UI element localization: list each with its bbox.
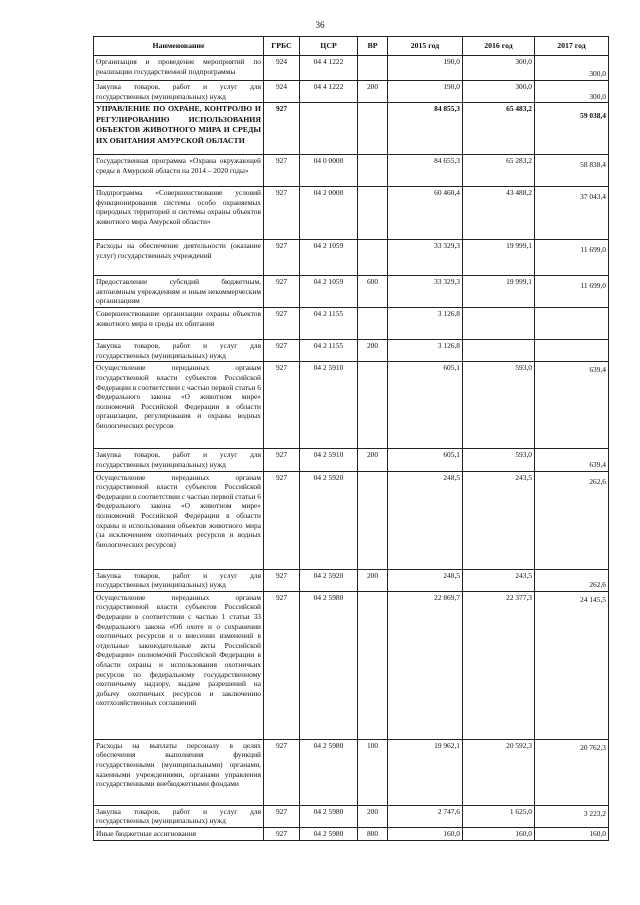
row-csr: 04 2 5920 bbox=[300, 569, 358, 591]
row-2015: 160,0 bbox=[388, 827, 463, 840]
row-2015: 19 962,1 bbox=[388, 739, 463, 805]
row-2016: 593,0 bbox=[463, 449, 535, 471]
row-name: Предоставление субсидий бюджетным, автономным учреждениям и иным некоммерческим организациям bbox=[94, 276, 264, 308]
table-row bbox=[94, 471, 609, 569]
table-row bbox=[94, 569, 609, 591]
row-csr: 04 2 1155 bbox=[300, 308, 358, 340]
row-vr bbox=[358, 308, 388, 340]
row-2015: 22 869,7 bbox=[388, 591, 463, 739]
row-grbs: 927 bbox=[264, 276, 300, 308]
table-row bbox=[94, 276, 609, 308]
row-2016: 65 283,2 bbox=[463, 155, 535, 187]
row-name: Государственная программа «Охрана окружающей среды в Амурской области на 2014 – 2020 годы» bbox=[94, 155, 264, 187]
row-csr: 04 2 1059 bbox=[300, 240, 358, 276]
row-csr: 04 2 5980 bbox=[300, 591, 358, 739]
row-2016: 19 999,1 bbox=[463, 276, 535, 308]
row-2015: 84 855,3 bbox=[388, 103, 463, 155]
row-grbs: 927 bbox=[264, 471, 300, 569]
row-2017: 3 223,2 bbox=[535, 805, 609, 827]
row-name: Осуществление переданных органам государственной власти субъектов Российской Федерации в соответствии с частью первой статьи 6 Федерального закона «О животном мире» полномочий Российской Федерации в области организации, регулирования и охраны водных биологических ресурсов bbox=[94, 362, 264, 449]
table-header-row bbox=[94, 37, 609, 56]
row-2015: 2 747,6 bbox=[388, 805, 463, 827]
row-2015: 248,5 bbox=[388, 471, 463, 569]
row-2017: 300,0 bbox=[535, 56, 609, 81]
row-grbs: 924 bbox=[264, 81, 300, 103]
header-csr: ЦСР bbox=[300, 37, 358, 56]
row-grbs: 927 bbox=[264, 569, 300, 591]
header-name: Наименование bbox=[94, 37, 264, 56]
row-name: Иные бюджетные ассигнования bbox=[94, 827, 264, 840]
row-name: Осуществление переданных органам государственной власти субъектов Российской Федерации в соответствии с частью 1 статьи 33 Федерального закона «Об охоте и о сохранении охотничьих ресурсов и о внесении изменений в отдельные законодательные акты Российской Федерации» полномочий Российской Федерации в области охраны и использования охотничьих ресурсов по федеральному государственному охотничьему надзору, выдаче разрешений на добычу охотничьих ресурсов и заключению охотхозяйственных соглашений bbox=[94, 591, 264, 739]
budget-table bbox=[93, 36, 609, 841]
row-grbs: 927 bbox=[264, 155, 300, 187]
row-2016: 300,0 bbox=[463, 81, 535, 103]
row-2016: 65 483,2 bbox=[463, 103, 535, 155]
row-2015: 3 126,8 bbox=[388, 340, 463, 362]
row-2017: 24 145,5 bbox=[535, 591, 609, 739]
row-2017: 58 838,4 bbox=[535, 155, 609, 187]
row-2016: 22 377,3 bbox=[463, 591, 535, 739]
row-vr bbox=[358, 187, 388, 240]
row-vr bbox=[358, 591, 388, 739]
row-2015: 33 329,3 bbox=[388, 276, 463, 308]
row-2017: 11 699,0 bbox=[535, 276, 609, 308]
row-2016: 19 999,1 bbox=[463, 240, 535, 276]
row-vr: 200 bbox=[358, 569, 388, 591]
table-row bbox=[94, 739, 609, 805]
row-csr: 04 2 5920 bbox=[300, 471, 358, 569]
table-row bbox=[94, 308, 609, 340]
row-2017: 160,0 bbox=[535, 827, 609, 840]
table-row bbox=[94, 362, 609, 449]
row-csr: 04 2 1155 bbox=[300, 340, 358, 362]
header-2017: 2017 год bbox=[535, 37, 609, 56]
row-2017: 20 762,3 bbox=[535, 739, 609, 805]
row-name: Расходы на обеспечение деятельности (оказание услуг) государственных учреждений bbox=[94, 240, 264, 276]
row-csr: 04 2 5910 bbox=[300, 449, 358, 471]
row-csr: 04 2 1059 bbox=[300, 276, 358, 308]
table-row bbox=[94, 240, 609, 276]
header-2015: 2015 год bbox=[388, 37, 463, 56]
row-2016: 20 592,3 bbox=[463, 739, 535, 805]
row-2017: 262,6 bbox=[535, 471, 609, 569]
row-vr: 600 bbox=[358, 276, 388, 308]
row-name: УПРАВЛЕНИЕ ПО ОХРАНЕ, КОНТРОЛЮ И РЕГУЛИРОВАНИЮ ИСПОЛЬЗОВАНИЯ ОБЪЕКТОВ ЖИВОТНОГО МИРА И СРЕДЫ ИХ ОБИТАНИЯ АМУРСКОЙ ОБЛАСТИ bbox=[94, 103, 264, 155]
table-row bbox=[94, 56, 609, 81]
table-row bbox=[94, 155, 609, 187]
row-vr: 200 bbox=[358, 805, 388, 827]
row-2016 bbox=[463, 340, 535, 362]
row-vr bbox=[358, 362, 388, 449]
row-name: Расходы на выплаты персоналу в целях обеспечения выполнения функций государственными (муниципальными) органами, казенными учреждениями, органами управления государственными внебюджетными фондами bbox=[94, 739, 264, 805]
row-vr: 200 bbox=[358, 449, 388, 471]
row-2016: 300,0 bbox=[463, 56, 535, 81]
row-vr bbox=[358, 240, 388, 276]
table-row bbox=[94, 591, 609, 739]
row-grbs: 927 bbox=[264, 340, 300, 362]
row-2015: 605,1 bbox=[388, 449, 463, 471]
table-row bbox=[94, 81, 609, 103]
header-vr: ВР bbox=[358, 37, 388, 56]
row-name: Осуществление переданных органам государственной власти субъектов Российской Федерации в соответствии с частью первой статьи 6 Федерального закона «О животном мире» полномочий Российской Федерации в области охраны и использования объектов животного мира (за исключением охотничьих ресурсов и водных биологических ресурсов) bbox=[94, 471, 264, 569]
header-grbs: ГРБС bbox=[264, 37, 300, 56]
row-2017: 11 699,0 bbox=[535, 240, 609, 276]
header-2016: 2016 год bbox=[463, 37, 535, 56]
row-csr: 04 4 1222 bbox=[300, 81, 358, 103]
row-2015: 248,5 bbox=[388, 569, 463, 591]
row-2017 bbox=[535, 340, 609, 362]
table-row bbox=[94, 805, 609, 827]
row-2017: 37 043,4 bbox=[535, 187, 609, 240]
row-2016: 243,5 bbox=[463, 569, 535, 591]
row-2016: 1 625,0 bbox=[463, 805, 535, 827]
row-2017: 262,6 bbox=[535, 569, 609, 591]
row-2015: 84 655,3 bbox=[388, 155, 463, 187]
row-csr: 04 0 0000 bbox=[300, 155, 358, 187]
row-vr bbox=[358, 103, 388, 155]
row-name: Закупка товаров, работ и услуг для государственных (муниципальных) нужд bbox=[94, 569, 264, 591]
row-name: Совершенствование организации охраны объектов животного мира и среды их обитания bbox=[94, 308, 264, 340]
row-name: Подпрограмма «Совершенствование условий функционирования системы особо охраняемых природных территорий и системы охраны объектов животного мира Амурской области» bbox=[94, 187, 264, 240]
row-vr: 800 bbox=[358, 827, 388, 840]
page-number: 36 bbox=[315, 20, 325, 30]
row-name: Закупка товаров, работ и услуг для государственных (муниципальных) нужд bbox=[94, 81, 264, 103]
row-csr: 04 2 5980 bbox=[300, 805, 358, 827]
row-csr: 04 2 5980 bbox=[300, 739, 358, 805]
row-vr bbox=[358, 56, 388, 81]
table-row bbox=[94, 187, 609, 240]
row-grbs: 927 bbox=[264, 449, 300, 471]
table-row bbox=[94, 340, 609, 362]
row-2016: 593,0 bbox=[463, 362, 535, 449]
row-2015: 605,1 bbox=[388, 362, 463, 449]
row-2017: 639,4 bbox=[535, 362, 609, 449]
row-2015: 190,0 bbox=[388, 56, 463, 81]
table-row bbox=[94, 827, 609, 840]
row-name: Закупка товаров, работ и услуг для государственных (муниципальных) нужд bbox=[94, 449, 264, 471]
row-csr: 04 2 5980 bbox=[300, 827, 358, 840]
row-csr bbox=[300, 103, 358, 155]
row-grbs: 927 bbox=[264, 240, 300, 276]
row-2015: 33 329,3 bbox=[388, 240, 463, 276]
row-grbs: 927 bbox=[264, 187, 300, 240]
row-vr bbox=[358, 155, 388, 187]
row-2015: 60 460,4 bbox=[388, 187, 463, 240]
row-2016: 243,5 bbox=[463, 471, 535, 569]
row-grbs: 927 bbox=[264, 827, 300, 840]
row-2017: 639,4 bbox=[535, 449, 609, 471]
row-vr: 200 bbox=[358, 340, 388, 362]
row-2017 bbox=[535, 308, 609, 340]
row-csr: 04 4 1222 bbox=[300, 56, 358, 81]
table-row bbox=[94, 103, 609, 155]
row-name: Закупка товаров, работ и услуг для государственных (муниципальных) нужд bbox=[94, 805, 264, 827]
row-2015: 190,0 bbox=[388, 81, 463, 103]
table-row bbox=[94, 449, 609, 471]
row-csr: 04 2 5910 bbox=[300, 362, 358, 449]
row-vr bbox=[358, 471, 388, 569]
row-grbs: 924 bbox=[264, 56, 300, 81]
row-vr: 200 bbox=[358, 81, 388, 103]
row-2017: 300,0 bbox=[535, 81, 609, 103]
row-2016: 43 488,2 bbox=[463, 187, 535, 240]
row-2015: 3 126,8 bbox=[388, 308, 463, 340]
row-2016: 160,0 bbox=[463, 827, 535, 840]
row-name: Организация и проведение мероприятий по реализации государственной подпрограммы bbox=[94, 56, 264, 81]
row-2016 bbox=[463, 308, 535, 340]
row-2017: 59 038,4 bbox=[535, 103, 609, 155]
row-csr: 04 2 0000 bbox=[300, 187, 358, 240]
row-grbs: 927 bbox=[264, 805, 300, 827]
row-grbs: 927 bbox=[264, 362, 300, 449]
row-grbs: 927 bbox=[264, 591, 300, 739]
row-name: Закупка товаров, работ и услуг для государственных (муниципальных) нужд bbox=[94, 340, 264, 362]
row-grbs: 927 bbox=[264, 308, 300, 340]
row-vr: 100 bbox=[358, 739, 388, 805]
row-grbs: 927 bbox=[264, 103, 300, 155]
row-grbs: 927 bbox=[264, 739, 300, 805]
